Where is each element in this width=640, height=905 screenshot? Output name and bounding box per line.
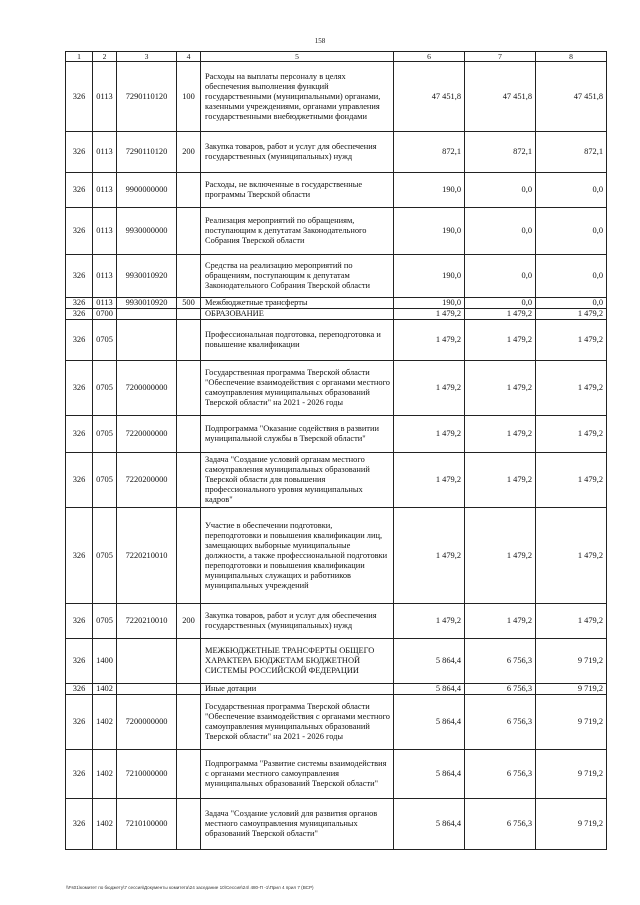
- amount-year-1: 1 479,2: [394, 508, 465, 604]
- budget-table: [65, 51, 607, 850]
- table-row: [66, 173, 607, 208]
- section-code: 0705: [93, 604, 117, 639]
- section-code: 0705: [93, 416, 117, 453]
- expense-type-code: [177, 416, 201, 453]
- amount-year-3: 9 719,2: [536, 639, 607, 684]
- amount-year-3: 1 479,2: [536, 453, 607, 508]
- amount-year-1: 872,1: [394, 132, 465, 173]
- target-article-code: 7290110120: [117, 62, 177, 132]
- amount-year-2: 0,0: [465, 255, 536, 298]
- table-row: [66, 604, 607, 639]
- target-article-code: [117, 684, 177, 695]
- item-name: Государственная программа Тверской области "Обеспечение взаимодействия с органами местного самоуправления муниципальных образований Тверской области" на 2021 - 2026 годы: [201, 361, 394, 416]
- chapter-code: 326: [66, 320, 93, 361]
- amount-year-1: 5 864,4: [394, 750, 465, 799]
- item-name: Подпрограмма "Развитие системы взаимодействия с органами местного самоуправления муниципальных образований Тверской области": [201, 750, 394, 799]
- chapter-code: 326: [66, 684, 93, 695]
- item-name: Закупка товаров, работ и услуг для обеспечения государственных (муниципальных) нужд: [201, 604, 394, 639]
- item-name: Расходы на выплаты персоналу в целях обеспечения выполнения функций государственными (муниципальными) органами, казенными учреждениями, органами управления государственными внебюджетными фондами: [201, 62, 394, 132]
- target-article-code: 7200000000: [117, 695, 177, 750]
- chapter-code: 326: [66, 508, 93, 604]
- expense-type-code: [177, 508, 201, 604]
- item-name: Подпрограмма "Оказание содействия в развитии муниципальной службы в Тверской области": [201, 416, 394, 453]
- amount-year-1: 1 479,2: [394, 309, 465, 320]
- amount-year-2: 1 479,2: [465, 320, 536, 361]
- amount-year-1: 190,0: [394, 173, 465, 208]
- item-name: Иные дотации: [201, 684, 394, 695]
- chapter-code: 326: [66, 132, 93, 173]
- chapter-code: 326: [66, 208, 93, 255]
- section-code: 0113: [93, 132, 117, 173]
- amount-year-1: 47 451,8: [394, 62, 465, 132]
- amount-year-2: 872,1: [465, 132, 536, 173]
- target-article-code: [117, 309, 177, 320]
- section-code: 0705: [93, 361, 117, 416]
- column-header: 4: [177, 52, 201, 62]
- amount-year-3: 0,0: [536, 173, 607, 208]
- section-code: 0113: [93, 62, 117, 132]
- target-article-code: 7200000000: [117, 361, 177, 416]
- table-row: [66, 453, 607, 508]
- amount-year-1: 190,0: [394, 208, 465, 255]
- section-code: 0705: [93, 508, 117, 604]
- expense-type-code: [177, 255, 201, 298]
- column-header: 6: [394, 52, 465, 62]
- table-row: [66, 416, 607, 453]
- expense-type-code: [177, 309, 201, 320]
- item-name: Профессиональная подготовка, переподготовка и повышение квалификации: [201, 320, 394, 361]
- chapter-code: 326: [66, 173, 93, 208]
- chapter-code: 326: [66, 695, 93, 750]
- amount-year-1: 190,0: [394, 298, 465, 309]
- expense-type-code: [177, 684, 201, 695]
- section-code: 1402: [93, 684, 117, 695]
- expense-type-code: [177, 453, 201, 508]
- item-name: Расходы, не включенные в государственные программы Тверской области: [201, 173, 394, 208]
- section-code: 0700: [93, 309, 117, 320]
- amount-year-2: 1 479,2: [465, 604, 536, 639]
- table-row: [66, 298, 607, 309]
- column-header: 3: [117, 52, 177, 62]
- chapter-code: 326: [66, 604, 93, 639]
- item-name: МЕЖБЮДЖЕТНЫЕ ТРАНСФЕРТЫ ОБЩЕГО ХАРАКТЕРА БЮДЖЕТАМ БЮДЖЕТНОЙ СИСТЕМЫ РОССИЙСКОЙ ФЕДЕРАЦИИ: [201, 639, 394, 684]
- section-code: 1402: [93, 750, 117, 799]
- item-name: Задача "Создание условий для развития органов местного самоуправления муниципальных образований Тверской области": [201, 799, 394, 850]
- amount-year-2: 6 756,3: [465, 750, 536, 799]
- column-header: 7: [465, 52, 536, 62]
- column-header: 1: [66, 52, 93, 62]
- target-article-code: 7290110120: [117, 132, 177, 173]
- expense-type-code: 200: [177, 604, 201, 639]
- section-code: 0705: [93, 453, 117, 508]
- table-row: [66, 750, 607, 799]
- table-row: [66, 132, 607, 173]
- item-name: Межбюджетные трансферты: [201, 298, 394, 309]
- amount-year-2: 1 479,2: [465, 309, 536, 320]
- table-row: [66, 361, 607, 416]
- expense-type-code: [177, 695, 201, 750]
- item-name: Реализация мероприятий по обращениям, поступающим к депутатам Законодательного Собрания Тверской области: [201, 208, 394, 255]
- chapter-code: 326: [66, 453, 93, 508]
- expense-type-code: [177, 208, 201, 255]
- amount-year-2: 0,0: [465, 208, 536, 255]
- amount-year-3: 47 451,8: [536, 62, 607, 132]
- table-row: [66, 255, 607, 298]
- target-article-code: [117, 639, 177, 684]
- chapter-code: 326: [66, 639, 93, 684]
- chapter-code: 326: [66, 255, 93, 298]
- section-code: 1400: [93, 639, 117, 684]
- amount-year-1: 1 479,2: [394, 361, 465, 416]
- expense-type-code: 500: [177, 298, 201, 309]
- section-code: 0113: [93, 255, 117, 298]
- column-number-row: [66, 52, 607, 62]
- amount-year-3: 0,0: [536, 255, 607, 298]
- amount-year-2: 1 479,2: [465, 361, 536, 416]
- amount-year-3: 1 479,2: [536, 508, 607, 604]
- expense-type-code: 200: [177, 132, 201, 173]
- table-row: [66, 695, 607, 750]
- target-article-code: 7210000000: [117, 750, 177, 799]
- amount-year-3: 1 479,2: [536, 361, 607, 416]
- section-code: 1402: [93, 695, 117, 750]
- target-article-code: 7220210010: [117, 604, 177, 639]
- chapter-code: 326: [66, 416, 93, 453]
- item-name: Государственная программа Тверской области "Обеспечение взаимодействия с органами местного самоуправления муниципальных образований Тверской области" на 2021 - 2026 годы: [201, 695, 394, 750]
- chapter-code: 326: [66, 799, 93, 850]
- target-article-code: 7220000000: [117, 416, 177, 453]
- expense-type-code: [177, 639, 201, 684]
- item-name: Задача "Создание условий органам местного самоуправления муниципальных образований Тверской области для повышения профессионального уровня муниципальных кадров": [201, 453, 394, 508]
- page-number: 158: [314, 37, 326, 45]
- column-header: 8: [536, 52, 607, 62]
- item-name: Закупка товаров, работ и услуг для обеспечения государственных (муниципальных) нужд: [201, 132, 394, 173]
- amount-year-3: 9 719,2: [536, 684, 607, 695]
- amount-year-2: 0,0: [465, 173, 536, 208]
- column-header: 2: [93, 52, 117, 62]
- amount-year-1: 5 864,4: [394, 639, 465, 684]
- amount-year-1: 190,0: [394, 255, 465, 298]
- amount-year-2: 6 756,3: [465, 684, 536, 695]
- column-header: 5: [201, 52, 394, 62]
- amount-year-2: 6 756,3: [465, 639, 536, 684]
- table-row: [66, 309, 607, 320]
- section-code: 0113: [93, 298, 117, 309]
- amount-year-3: 1 479,2: [536, 416, 607, 453]
- amount-year-3: 9 719,2: [536, 750, 607, 799]
- item-name: Участие в обеспечении подготовки, переподготовки и повышения квалификации лиц, замещающих выборные муниципальные должности, а также профессиональной подготовки переподготовки и повышения квалификации муниципальных служащих и работников муниципальных учреждений: [201, 508, 394, 604]
- item-name: Средства на реализацию мероприятий по обращениям, поступающим к депутатам Законодательного Собрания Тверской области: [201, 255, 394, 298]
- amount-year-1: 5 864,4: [394, 799, 465, 850]
- amount-year-2: 1 479,2: [465, 508, 536, 604]
- table-row: [66, 639, 607, 684]
- amount-year-2: 47 451,8: [465, 62, 536, 132]
- footer-file-path: \\Fs01\комитет по бюджету\7 сессия\Документы комитета\24 заседание 10\Сессия\24\ 480-П -1\Прил 4 прил 7 (ВСР): [66, 885, 314, 890]
- amount-year-1: 1 479,2: [394, 453, 465, 508]
- amount-year-3: 1 479,2: [536, 320, 607, 361]
- amount-year-1: 5 864,4: [394, 684, 465, 695]
- target-article-code: 9930010920: [117, 298, 177, 309]
- target-article-code: 7210100000: [117, 799, 177, 850]
- amount-year-1: 1 479,2: [394, 320, 465, 361]
- amount-year-3: 872,1: [536, 132, 607, 173]
- amount-year-2: 1 479,2: [465, 453, 536, 508]
- table-row: [66, 684, 607, 695]
- amount-year-3: 9 719,2: [536, 799, 607, 850]
- chapter-code: 326: [66, 750, 93, 799]
- chapter-code: 326: [66, 361, 93, 416]
- amount-year-2: 6 756,3: [465, 695, 536, 750]
- target-article-code: [117, 320, 177, 361]
- expense-type-code: [177, 750, 201, 799]
- table-row: [66, 320, 607, 361]
- target-article-code: 9930000000: [117, 208, 177, 255]
- amount-year-2: 6 756,3: [465, 799, 536, 850]
- amount-year-2: 0,0: [465, 298, 536, 309]
- expense-type-code: [177, 173, 201, 208]
- expense-type-code: [177, 361, 201, 416]
- table-row: [66, 208, 607, 255]
- item-name: ОБРАЗОВАНИЕ: [201, 309, 394, 320]
- target-article-code: 7220210010: [117, 508, 177, 604]
- expense-type-code: [177, 799, 201, 850]
- expense-type-code: [177, 320, 201, 361]
- amount-year-1: 1 479,2: [394, 416, 465, 453]
- amount-year-3: 1 479,2: [536, 309, 607, 320]
- amount-year-3: 1 479,2: [536, 604, 607, 639]
- chapter-code: 326: [66, 62, 93, 132]
- target-article-code: 9930010920: [117, 255, 177, 298]
- table-row: [66, 799, 607, 850]
- amount-year-3: 0,0: [536, 208, 607, 255]
- amount-year-3: 0,0: [536, 298, 607, 309]
- chapter-code: 326: [66, 309, 93, 320]
- section-code: 0705: [93, 320, 117, 361]
- amount-year-1: 5 864,4: [394, 695, 465, 750]
- target-article-code: 9900000000: [117, 173, 177, 208]
- amount-year-2: 1 479,2: [465, 416, 536, 453]
- target-article-code: 7220200000: [117, 453, 177, 508]
- chapter-code: 326: [66, 298, 93, 309]
- table-row: [66, 62, 607, 132]
- section-code: 0113: [93, 208, 117, 255]
- amount-year-3: 9 719,2: [536, 695, 607, 750]
- table-row: [66, 508, 607, 604]
- section-code: 1402: [93, 799, 117, 850]
- amount-year-1: 1 479,2: [394, 604, 465, 639]
- expense-type-code: 100: [177, 62, 201, 132]
- section-code: 0113: [93, 173, 117, 208]
